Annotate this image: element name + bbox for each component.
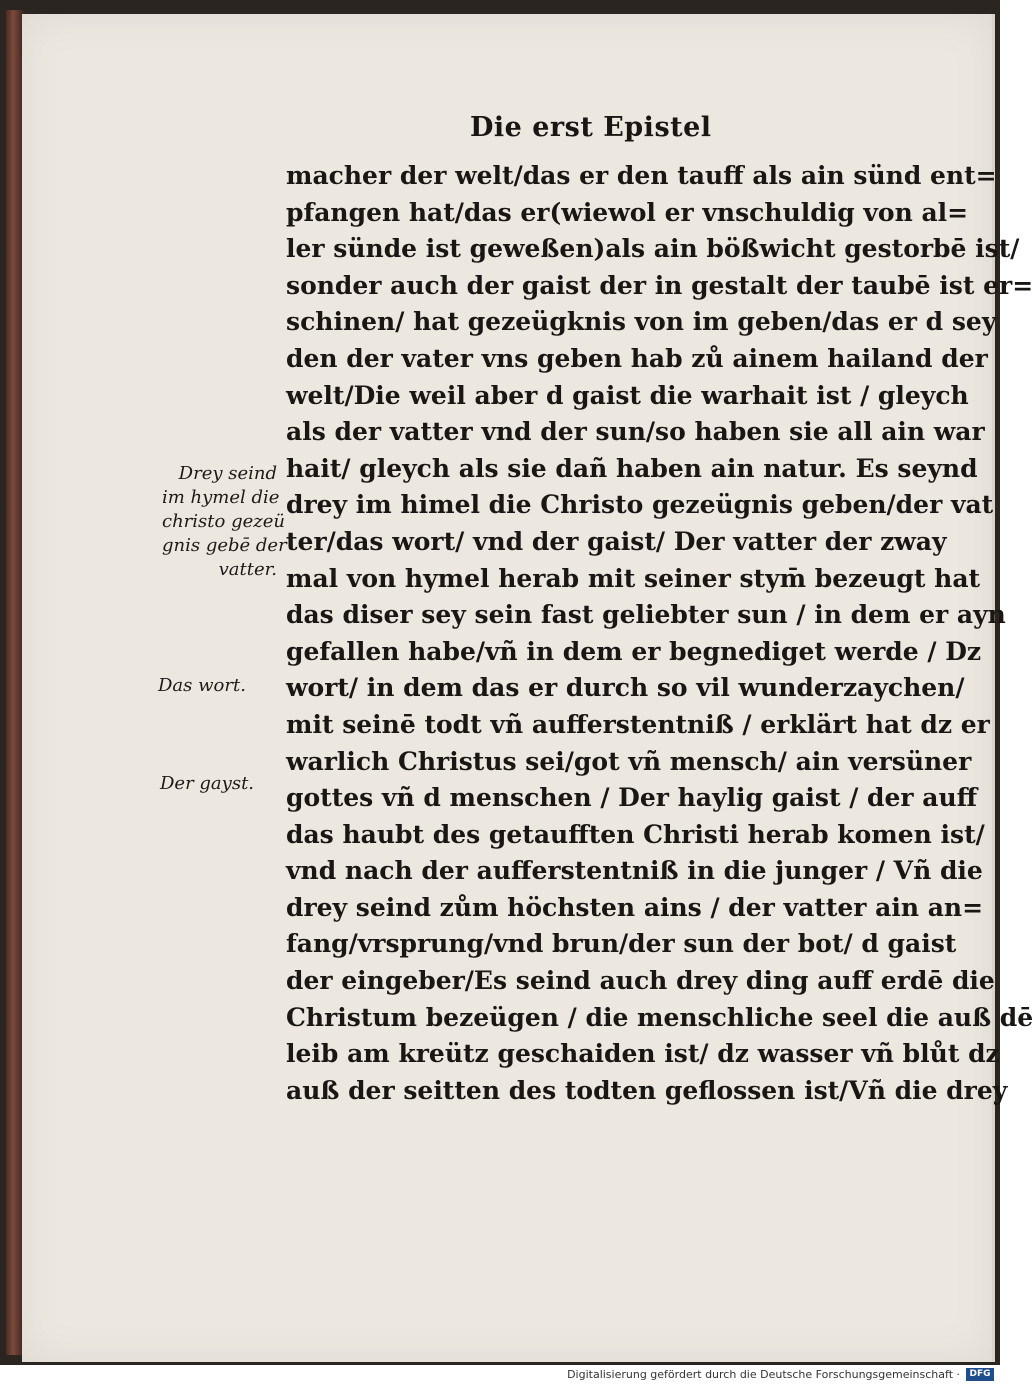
gloss-line: christo gezeü [162,511,285,532]
body-line: vnd nach der aufferstentniß in die junger / Vñ die [286,856,983,886]
body-line: macher der welt/das er den tauff als ain sünd ent= [286,161,997,190]
body-line: pfangen hat/das er(wiewol er vnschuldig von al= [286,197,969,227]
body-line: Christum bezeügen / die menschliche seel die auß dē [286,1002,1033,1032]
footer-bar [0,1365,1000,1385]
body-line: leib am kreütz geschaiden ist/ dz wasser vñ blůt dz [286,1039,1000,1069]
body-line: drey im himel die Christo gezeügnis geben/der vat [286,490,994,520]
body-line: hait/ gleych als sie dañ haben ain natur. Es seynd [286,453,978,483]
body-line: drey seind zům höchsten ains / der vatter ain an= [286,892,984,922]
body-line: auß der seitten des todten geflossen ist/Vñ die drey [286,1075,1008,1105]
margin-gloss-drey-seind [162,462,287,582]
gloss-line: Das wort. [158,675,246,696]
body-line: welt/Die weil aber d gaist die warhait ist / gleych [286,380,969,410]
dfg-logo: DFG [966,1368,994,1381]
body-line: sonder auch der gaist der in gestalt der taubē ist er= [286,270,1033,300]
body-line: schinen/ hat gezeügknis von im geben/das er d sey [286,307,997,337]
body-line: das diser sey sein fast geliebter sun / in dem er ayn [286,600,1006,630]
body-line: ler sünde ist geweßen)als ain bößwicht gestorbē ist/ [286,234,1020,264]
body-line: gefallen habe/vñ in dem er begnediget werde / Dz [286,636,982,666]
body-line: ter/das wort/ vnd der gaist/ Der vatter der zway [286,526,947,556]
gloss-line: im hymel die [162,487,280,508]
body-line: das haubt des getaufften Christi herab komen ist/ [286,819,985,849]
gloss-line: Drey seind [178,463,277,484]
body-line: gottes vñ d menschen / Der haylig gaist / der auff [286,783,978,813]
body-line: mal von hymel herab mit seiner stym̄ bezeugt hat [286,563,981,593]
gloss-line: Der gayst. [160,773,255,794]
body-line: mit seinē todt vñ aufferstentniß / erklärt hat dz er [286,709,990,739]
body-line: fang/vrsprung/vnd brun/der sun der bot/ d gaist [286,929,957,959]
running-head: Die erst Epistel [470,112,712,143]
body-line: als der vatter vnd der sun/so haben sie all ain war [286,417,985,447]
body-text [286,158,1033,1109]
body-line: der eingeber/Es seind auch drey ding auff erdē die [286,966,995,996]
body-line: den der vater vns geben hab zů ainem hailand der [286,343,988,373]
funding-note: Digitalisierung gefördert durch die Deutsche Forschungsgemeinschaft · [567,1368,960,1381]
margin-gloss-das-wort [158,674,246,698]
body-line: wort/ in dem das er durch so vil wunderzaychen/ [286,673,965,703]
gloss-line: vatter. [218,559,277,580]
body-line: warlich Christus sei/got vñ mensch/ ain versüner [286,746,972,776]
margin-gloss-der-gayst [160,772,254,796]
gloss-line: gnis gebē der [162,535,287,556]
